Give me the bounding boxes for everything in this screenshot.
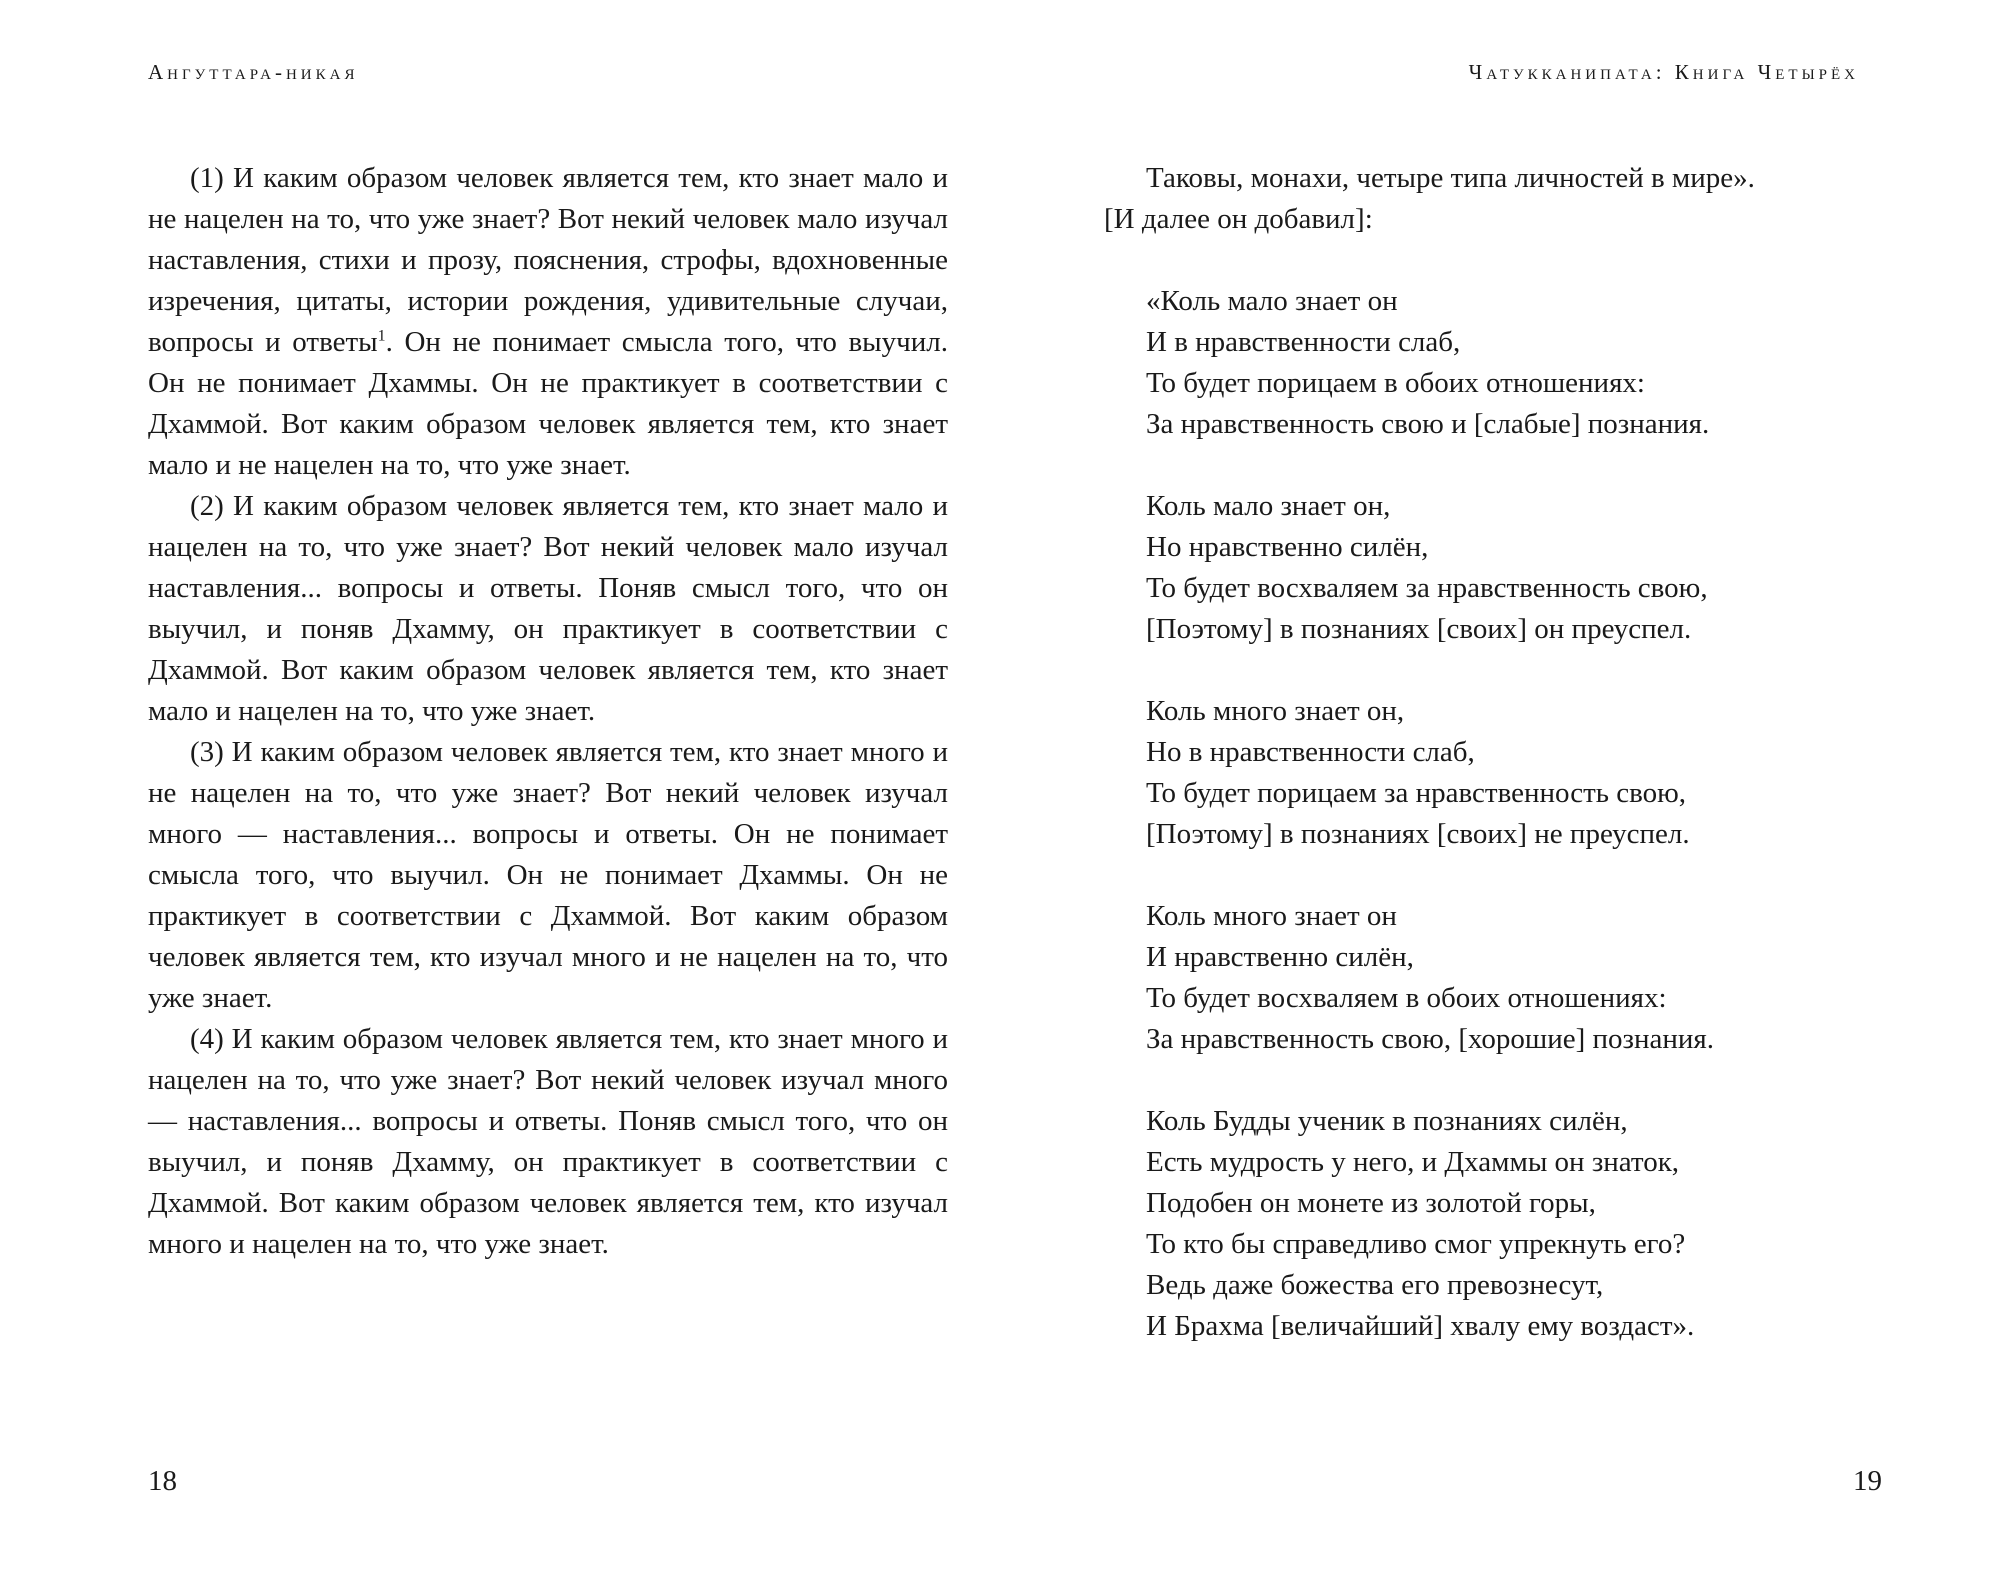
verse-line: «Коль мало знает он — [1146, 285, 1398, 317]
verse-line: То кто бы справедливо смог упрекнуть его? — [1146, 1228, 1686, 1260]
verse-line: За нравственность свою, [хорошие] познания. — [1146, 1023, 1714, 1055]
verse-line: Коль Будды ученик в познаниях силён, — [1146, 1105, 1628, 1137]
paragraph-2: (2) И каким образом человек является тем, кто знает мало и нацелен на то, что уже знает? Вот некий человек мало изучал наставления... вопросы и ответы. Поняв смысл того, что он выучил, и поняв Дхамму, он практикует в соответствии с Дхаммой. Вот каким образом человек является тем, кто знает мало и нацелен на то, что уже знает. — [148, 490, 948, 727]
verse-line: Подобен он монете из золотой горы, — [1146, 1187, 1596, 1219]
verse-stanza-4 — [1146, 896, 1874, 1060]
paragraph-1 — [148, 158, 948, 486]
verse-line: И нравственно силён, — [1146, 941, 1414, 973]
verse-stanza-2 — [1146, 486, 1874, 650]
verse-line: Есть мудрость у него, и Дхаммы он знаток, — [1146, 1146, 1680, 1178]
verse-line: Но нравственно силён, — [1146, 531, 1429, 563]
verse-line: Коль много знает он, — [1146, 695, 1405, 727]
verse-line: То будет восхваляем в обоих отношениях: — [1146, 982, 1667, 1014]
verse-stanza-5 — [1146, 1101, 1874, 1347]
running-head-left: Ангуттара-никая — [148, 60, 359, 84]
paragraph-3: (3) И каким образом человек является тем, кто знает много и не нацелен на то, что уже знает? Вот некий человек изучал много — наставления... вопросы и ответы. Он не понимает смысла того, что выучил. Он не понимает Дхаммы. Он не практикует в соответствии с Дхаммой. Вот каким образом человек является тем, кто изучал много и не нацелен на то, что уже знает. — [148, 736, 948, 1014]
verse-line: Но в нравственности слаб, — [1146, 736, 1475, 768]
paragraph-4: (4) И каким образом человек является тем, кто знает много и нацелен на то, что уже знает? Вот некий человек изучал много — наставления... вопросы и ответы. Поняв смысл того, что он выучил, и поняв Дхамму, он практикует в соответствии с Дхаммой. Вот каким образом человек является тем, кто изучал много и нацелен на то, что уже знает. — [148, 1023, 948, 1260]
right-page — [1000, 0, 2000, 1575]
verse-stanza-3 — [1146, 691, 1874, 855]
verse-line: Коль мало знает он, — [1146, 490, 1391, 522]
intro-line-2: [И далее он добавил]: — [1104, 203, 1373, 235]
page-number-right: 19 — [1853, 1465, 1882, 1497]
right-body-text — [1104, 158, 1874, 1347]
verse-line: То будет восхваляем за нравственность свою, — [1146, 572, 1708, 604]
verse-line: Коль много знает он — [1146, 900, 1397, 932]
verse-line: Ведь даже божества его превознесут, — [1146, 1269, 1604, 1301]
verse-line: И Брахма [величайший] хвалу ему воздаст». — [1146, 1310, 1695, 1342]
paragraph-1-tail: . Он не понимает смысла того, что выучил. Он не понимает Дхаммы. Он не практикует в соответствии с Дхаммой. Вот каким образом человек является тем, кто знает мало и не нацелен на то, что уже знает. — [148, 326, 948, 481]
verse-line: [Поэтому] в познаниях [своих] он преуспел. — [1146, 613, 1692, 645]
verse-line: То будет порицаем за нравственность свою, — [1146, 777, 1687, 809]
verse-line: [Поэтому] в познаниях [своих] не преуспел. — [1146, 818, 1690, 850]
verse-line: И в нравственности слаб, — [1146, 326, 1461, 358]
verse-line: То будет порицаем в обоих отношениях: — [1146, 367, 1645, 399]
verse-line: За нравственность свою и [слабые] познания. — [1146, 408, 1710, 440]
footnote-mark[interactable]: 1 — [377, 327, 386, 345]
paragraph-1-text: (1) И каким образом человек является тем, кто знает мало и не нацелен на то, что уже знает? Вот некий человек мало изучал наставления, стихи и прозу, пояснения, строфы, вдохновенные изречения, цитаты, истории рождения, удивительные случаи, вопросы и ответы — [148, 162, 948, 358]
running-head-right: Чатукканипата: Книга Четырёх — [1468, 60, 1859, 84]
page-number-left: 18 — [148, 1465, 177, 1497]
intro-line-1: Таковы, монахи, четыре типа личностей в мире». — [1146, 162, 1755, 194]
left-body-text — [148, 158, 948, 1265]
verse-stanza-1 — [1146, 281, 1874, 445]
